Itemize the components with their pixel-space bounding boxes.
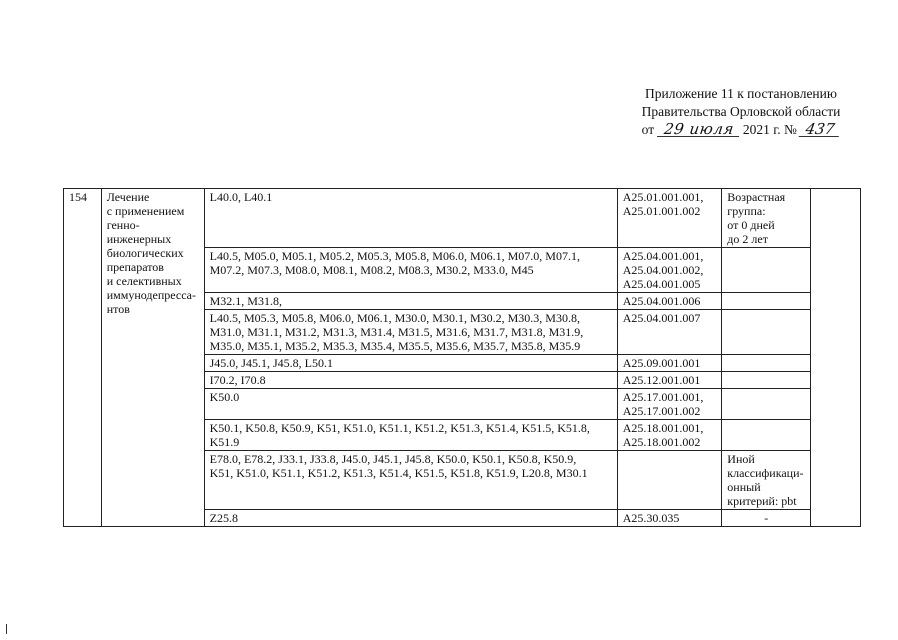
service-codes-cell: A25.04.001.001, A25.04.001.002, A25.04.001.005 (617, 248, 722, 293)
row-number-cell: 154 (64, 189, 102, 527)
header-from: от (641, 122, 655, 137)
diagnosis-codes-cell: K50.0 (204, 389, 617, 420)
table-row (64, 189, 861, 248)
diagnosis-codes-cell: L40.0, L40.1 (204, 189, 617, 248)
criteria-cell (722, 372, 811, 389)
document-header (606, 85, 876, 139)
header-line-2: Правительства Орловской области (641, 104, 841, 119)
criteria-cell (722, 293, 811, 310)
diagnosis-codes-cell: L40.5, M05.0, M05.1, M05.2, M05.3, M05.8, M06.0, M06.1, M07.0, M07.1, M07.2, M07.3, M08.0, M08.1, M08.2, M08.3, M30.2, M33.0, M45 (204, 248, 617, 293)
criteria-cell (722, 248, 811, 293)
criteria-cell: Иной классификаци- онный критерий: pbt (722, 451, 811, 510)
service-codes-cell: A25.09.001.001 (617, 355, 722, 372)
service-codes-cell: A25.12.001.001 (617, 372, 722, 389)
diagnosis-codes-cell: I70.2, I70.8 (204, 372, 617, 389)
service-codes-cell: A25.04.001.007 (617, 310, 722, 355)
criteria-cell (722, 420, 811, 451)
diagnosis-codes-cell: E78.0, E78.2, J33.1, J33.8, J45.0, J45.1, J45.8, K50.0, K50.1, K50.8, K50.9, K51, K51.0, K51.1, K51.2, K51.3, K51.4, K51.5, K51.8, K51.9, L20.8, M30.1 (204, 451, 617, 510)
margin-mark (6, 624, 7, 634)
header-year-number: 2021 г. № (742, 122, 797, 137)
diagnosis-codes-cell: M32.1, M31.8, (204, 293, 617, 310)
service-codes-cell (617, 451, 722, 510)
treatment-table-body (64, 189, 861, 527)
diagnosis-codes-cell: Z25.8 (204, 510, 617, 527)
empty-column-cell (811, 189, 861, 527)
service-codes-cell: A25.01.001.001, A25.01.001.002 (617, 189, 722, 248)
handwritten-number: 437 (799, 122, 842, 137)
treatment-table (63, 188, 861, 527)
diagnosis-codes-cell: J45.0, J45.1, J45.8, L50.1 (204, 355, 617, 372)
criteria-cell (722, 389, 811, 420)
criteria-cell (722, 310, 811, 355)
service-codes-cell: A25.17.001.001, A25.17.001.002 (617, 389, 722, 420)
handwritten-date: 29 июля (656, 122, 740, 137)
criteria-cell: - (722, 510, 811, 527)
treatment-name-cell: Лечение с применением генно- инженерных биологических препаратов и селективных иммунодепресса- нтов (101, 189, 204, 527)
criteria-cell: Возрастная группа: от 0 дней до 2 лет (722, 189, 811, 248)
service-codes-cell: A25.30.035 (617, 510, 722, 527)
diagnosis-codes-cell: L40.5, M05.3, M05.8, M06.0, M06.1, M30.0, M30.1, M30.2, M30.3, M30.8, M31.0, M31.1, M31.2, M31.3, M31.4, M31.5, M31.6, M31.7, M31.8, M31.9, M35.0, M35.1, M35.2, M35.3, M35.4, M35.5, M35.6, M35.7, M35.8, M35.9 (204, 310, 617, 355)
criteria-cell (722, 355, 811, 372)
service-codes-cell: A25.04.001.006 (617, 293, 722, 310)
header-line-3 (606, 121, 876, 139)
service-codes-cell: A25.18.001.001, A25.18.001.002 (617, 420, 722, 451)
header-line-1: Приложение 11 к постановлению (645, 86, 837, 101)
diagnosis-codes-cell: K50.1, K50.8, K50.9, K51, K51.0, K51.1, K51.2, K51.3, K51.4, K51.5, K51.8, K51.9 (204, 420, 617, 451)
